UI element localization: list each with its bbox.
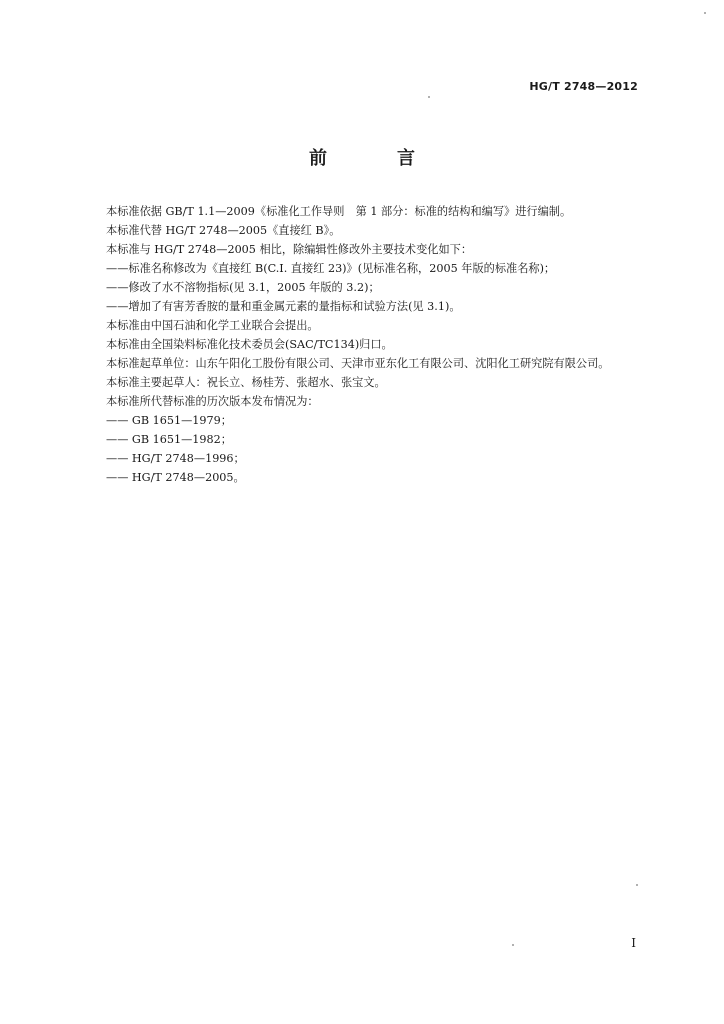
page-title: 前 言: [309, 148, 441, 169]
scan-speck: [636, 884, 638, 886]
foreword-body: [86, 202, 638, 487]
scan-speck: [704, 12, 706, 14]
paragraph-proposed-by: 本标准由中国石油和化学工业联合会提出。: [106, 319, 319, 332]
change-item-amines-metals: ——增加了有害芳香胺的量和重金属元素的量指标和试验方法(见 3.1)。: [106, 300, 461, 313]
paragraph-drafting-units: 本标准起草单位：山东午阳化工股份有限公司、天津市亚东化工有限公司、沈阳化工研究院有限公司。: [106, 357, 610, 370]
history-item: —— HG/T 2748—2005。: [106, 471, 245, 484]
paragraph-replaces: 本标准代替 HG/T 2748—2005《直接红 B》。: [106, 224, 341, 237]
paragraph-basis: 本标准依据 GB/T 1.1—2009《标准化工作导则 第 1 部分：标准的结构和编写》进行编制。: [106, 205, 572, 218]
scan-speck: [428, 96, 430, 98]
change-item-insoluble: ——修改了水不溶物指标(见 3.1，2005 年版的 3.2)；: [106, 281, 380, 294]
change-item-name: ——标准名称修改为《直接红 B(C.I. 直接红 23)》(见标准名称，2005 年版的标准名称)；: [106, 262, 556, 275]
paragraph-centralized-by: 本标准由全国染料标准化技术委员会(SAC/TC134)归口。: [106, 338, 393, 351]
paragraph-changes-intro: 本标准与 HG/T 2748—2005 相比，除编辑性修改外主要技术变化如下：: [106, 243, 473, 256]
scan-speck: [512, 944, 514, 946]
history-item: —— GB 1651—1982；: [106, 433, 232, 446]
document-code: HG/T 2748—2012: [529, 80, 638, 93]
paragraph-drafters: 本标准主要起草人：祝长立、杨桂芳、张超水、张宝文。: [106, 376, 386, 389]
history-item: —— GB 1651—1979；: [106, 414, 232, 427]
paragraph-history-intro: 本标准所代替标准的历次版本发布情况为：: [106, 395, 319, 408]
page-number: I: [631, 936, 636, 950]
history-item: —— HG/T 2748—1996；: [106, 452, 245, 465]
